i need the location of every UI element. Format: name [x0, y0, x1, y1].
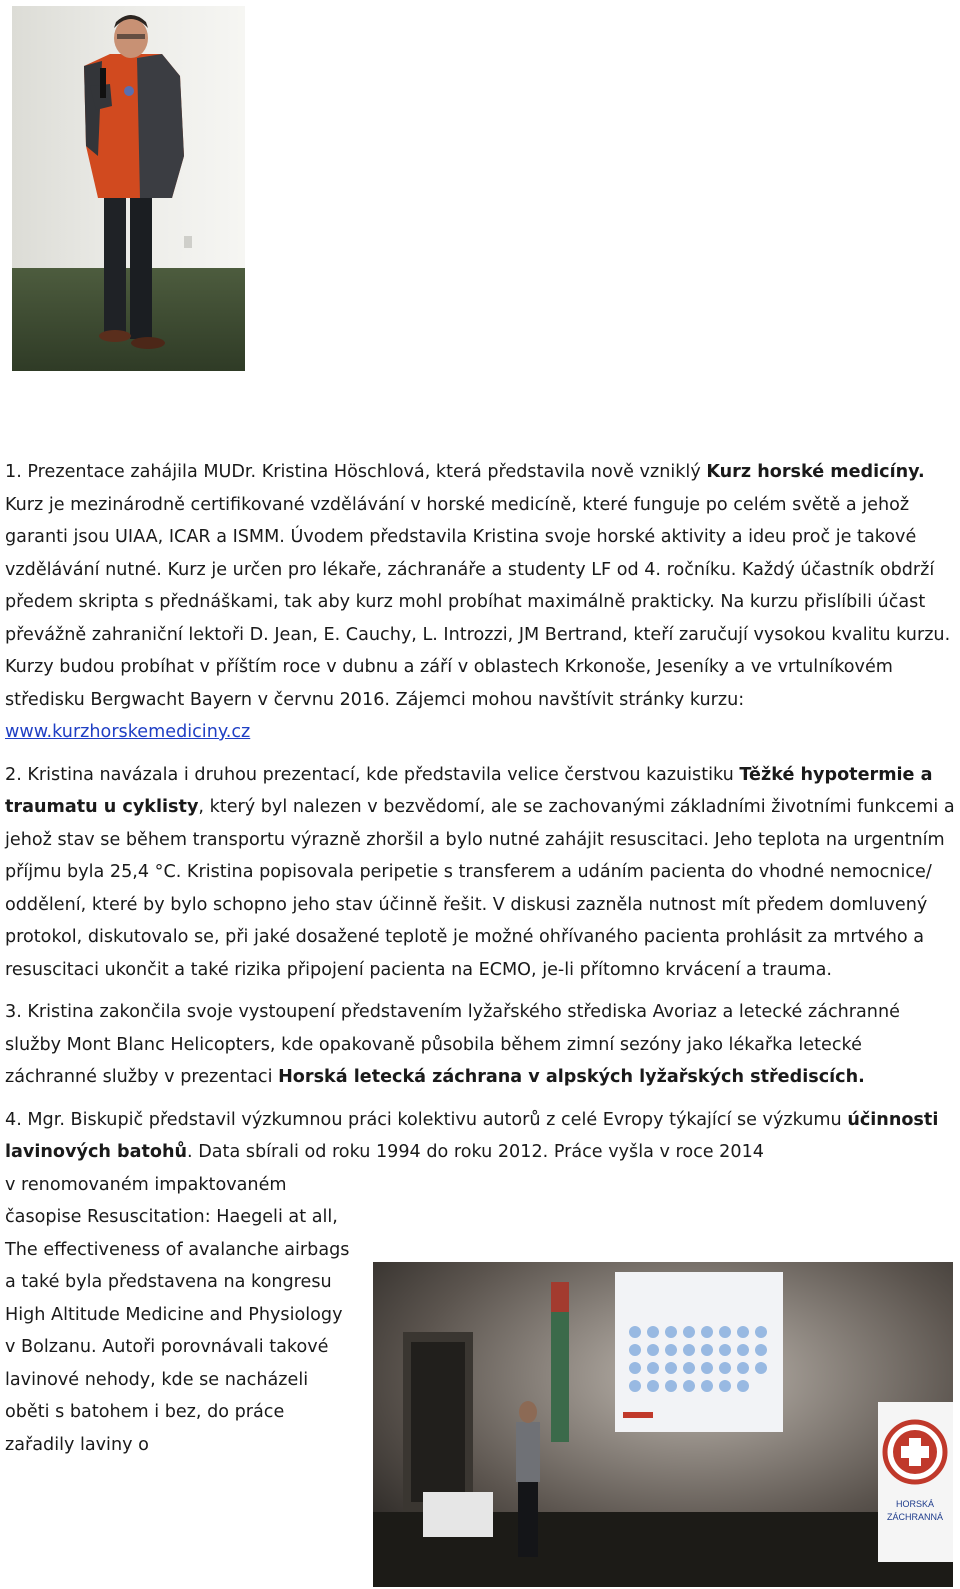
presentation-title-bold: Horská letecká záchrana v alpských lyžařských střediscích. [278, 1067, 865, 1087]
speaker-photo [12, 6, 245, 371]
case-study-title-bold: Těžké hypotermie a traumatu u cyklisty [5, 764, 933, 817]
course-name-bold: Kurz horské medicíny. [706, 462, 925, 482]
paragraph-3-text-a: 3. Kristina zakončila svoje vystoupení představením lyžařského střediska Avoriaz a letecké záchranné služby Mont Blanc Helicopters, kde opakovaně působila během zimní sezóny jako lékařka letecké záchranné služby v prezentaci [5, 1002, 900, 1087]
paragraph-1 [5, 456, 955, 749]
paragraph-2-text-a: 2. Kristina navázala i druhou prezentací, kde představila velice čerstvou kazuistiku [5, 764, 740, 785]
research-topic-bold: účinnosti lavinových batohů [5, 1109, 939, 1162]
poster-text-2: ZÁCHRANNÁ [886, 1512, 944, 1522]
paragraph-1-text-a: 1. Prezentace zahájila MUDr. Kristina Höschlová, která představila nově vzniklý [5, 462, 707, 482]
paragraph-4-text-a: 4. Mgr. Biskupič představil výzkumnou práci kolektivu autorů z celé Evropy týkající se výzkumu [5, 1109, 848, 1130]
paragraph-1-text-b: Kurz je mezinárodně certifikované vzdělávání v horské medicíně, které funguje po celém světě a jehož garanti jsou UIAA, ICAR a ISMM. Úvodem představila Kristina svoje horské aktivity a ideu proč je takové vzdělávání nutné. Kurz je určen pro lékaře, záchranáře a studenty LF od 4. ročníku. Každý účastník obdrží předem skripta s přednáškami, tak aby kurz mohl probíhat maximálně prakticky. Na kurzu přislíbili účast převážně zahraniční lektoři D. Jean, E. Cauchy, L. Introzzi, JM Bertrand, kteří zaručují vysokou kvalitu kurzu. Kurzy budou probíhat v příštím roce v dubnu a září v oblastech Krkonoše, Jeseníky a ve vrtulníkovém středisku Bergwacht Bayern v červnu 2016. Zájemci mohou navštívit stránky kurzu: [5, 494, 951, 710]
paragraph-3 [5, 996, 955, 1094]
paragraph-2-text-b: , který byl nalezen v bezvědomí, ale se zachovanými základními životními funkcemi a jehož stav se během transportu výrazně zhoršil a bylo nutné zahájit resuscitaci. Jeho teplota na urgentním příjmu byla 25,4 °C. Kristina popisovala peripetie s transferem a udáním pacienta do vhodné nemocnice/ oddělení, které by bylo schopno jeho stav účinně řešit. V diskusi zazněla nutnost mít předem domluvený protokol, diskutovalo se, při jaké dosažené teplotě je možné ohřívaného pacienta prohlásit za mrtvého a resuscitaci ukončit a také rizika připojení pacienta na ECMO, je-li přítomno krvácení a trauma. [5, 797, 955, 980]
paragraph-4-text-b: . Data sbírali od roku 1994 do roku 2012. Práce vyšla v roce 2014 [187, 1142, 764, 1162]
lecture-photo [373, 1262, 953, 1587]
poster-text-1: HORSKÁ [895, 1499, 935, 1509]
course-website-link[interactable]: www.kurzhorskemediciny.cz [5, 722, 251, 742]
paragraph-4-continued: v renomovaném impaktovaném časopise Resuscitation: Haegeli at all, The effectiveness of avalanche airbags a také byla představena na kongresu High Altitude Medicine and Physiology v Bolzanu. Autoři porovnávali takové lavinové nehody, kde se nacházeli oběti s batohem i bez, do práce zařadily laviny o [5, 1174, 350, 1455]
paragraph-4 [5, 1104, 955, 1169]
paragraph-2 [5, 759, 955, 987]
